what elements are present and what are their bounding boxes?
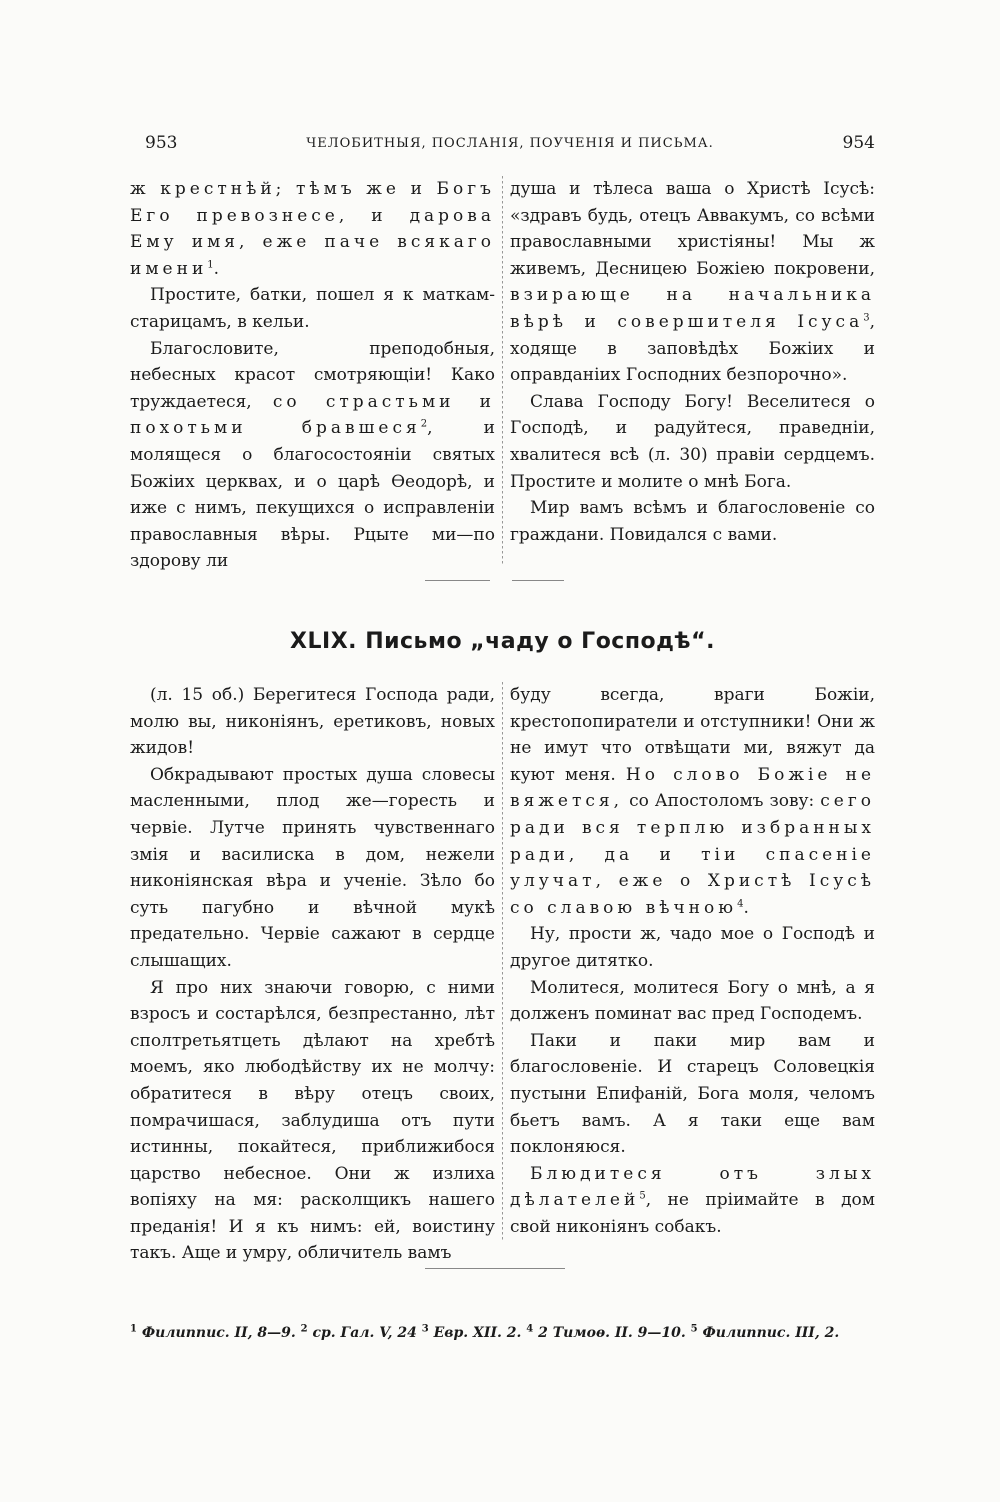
paragraph: [510, 1161, 875, 1241]
section-title: XLIX. Письмо „чаду о Господѣ“.: [290, 629, 715, 654]
spaced-text: со страстьми и похотьми бравшеся: [130, 391, 495, 439]
footnote-ref: 4: [737, 898, 744, 910]
footnote-text: Евр. XII. 2.: [433, 1325, 522, 1341]
text: , и молящеся о благосостояніи святых Божіих церквах, и о царѣ Ѳеодорѣ, и иже с нимъ, пекущихся о исправленіи православныя вѣры. Рцыте ми—по здорову ли: [130, 418, 495, 572]
footnote-text: Филиппис. III, 2.: [702, 1325, 840, 1341]
footnote-number: 5: [690, 1323, 698, 1335]
spaced-text: ж крестнѣй; тѣмъ же и Богъ Его превознесе, и дарова Ему имя, еже паче всякаго имени: [130, 179, 495, 279]
text: , ходяще в заповѣдѣх Божіих и оправданіих Господних безпорочно».: [510, 311, 875, 386]
paragraph: Мир вамъ всѣмъ и благословеніе со граждани. Повидался с вами.: [510, 498, 875, 545]
footnote-number: 3: [421, 1323, 429, 1335]
top-columns: [130, 176, 875, 572]
footnote-number: 4: [526, 1323, 534, 1335]
paragraph: [510, 176, 875, 389]
top-right-column: [510, 176, 875, 564]
footnote-text: Филиппис. II, 8—9.: [141, 1325, 296, 1341]
spaced-text: взирающе на начальника вѣрѣ и совершителя Ісуса: [510, 285, 875, 332]
page-header: [145, 133, 875, 163]
paragraph: Молитеся, молитеся Богу о мнѣ, а я долженъ поминат вас пред Господемъ.: [510, 977, 875, 1025]
paragraph: Ну, прости ж, чадо мое о Господѣ и другое дитятко.: [510, 924, 875, 971]
paragraph: Обкрадывают простых душа словесы масленными, плод же—горесть и червіе. Лутче принять чувственнаго змія и василиска в дом, нежели никоніянская вѣра и ученіе. Зѣло бо суть пагубно и вѣчной мукѣ предательно. Червіе сажают в сердце слышащих.: [130, 764, 495, 971]
separator-rule: [425, 580, 490, 581]
bottom-left-column: [130, 682, 495, 1264]
paragraph: Слава Господу Богу! Веселитеся о Господѣ, и радуйтеся, праведніи, хвалитеся всѣ (л. 30) правіи сердцемъ. Простите и молите о мнѣ Бога.: [510, 391, 875, 492]
paragraph: Паки и паки мир вам и благословеніе. И старецъ Соловецкія пустыни Епифаній, Бога моля, челомъ бьетъ вамъ. А я таки еще вам поклоняюся.: [510, 1030, 875, 1158]
paragraph: [130, 336, 495, 575]
paragraph: [510, 682, 875, 921]
text: со Апостоломъ зову:: [629, 791, 815, 812]
bottom-columns: [130, 682, 876, 1264]
separator-rule: [512, 580, 564, 581]
page-number-left: 953: [145, 133, 178, 153]
text: .: [743, 897, 749, 918]
footnote-number: 2: [300, 1323, 308, 1335]
text: душа и тѣлеса ваша о Христѣ Ісусѣ: «здравъ будь, отецъ Аввакумъ, со всѣми православными христіяны! Мы ж живемъ, Десницею Божіею покровени,: [510, 179, 875, 279]
running-title: ЧЕЛОБИТНЫЯ, ПОСЛАНІЯ, ПОУЧЕНІЯ И ПИСЬМА.: [306, 136, 714, 151]
text: , не пріимайте в дом свой никоніянъ собакъ.: [510, 1190, 875, 1237]
paragraph: [130, 176, 495, 282]
spaced-text: Блюдитеся отъ злых дѣлателей: [510, 1163, 875, 1211]
column-divider: [502, 176, 503, 564]
column-divider: [502, 682, 503, 1242]
footnote-number: 1: [130, 1323, 137, 1335]
separator-rule: [425, 1268, 565, 1269]
spaced-text: Но слово Божіе не вяжется,: [510, 764, 876, 812]
text: Благословите, преподобныя, небесных красот смотряющіи! Како труждаетеся,: [130, 338, 495, 412]
paragraph: Простите, батки, пошел я к маткам-старицамъ, в кельи.: [130, 285, 495, 332]
paragraph: Я про них знаючи говорю, с ними взросъ и состарѣлся, безпрестанно, лѣт сполтретьятцеть дѣлают на хребтѣ моемъ, яко любодѣйству их не молчу: обратитеся в вѣру отецъ своих, помрачишася, заблудиша отъ пути истинны, покайтеся, приближибося царство небесное. Они ж излиха вопіяху на мя: расколщикъ нашего преданія! И я къ нимъ: ей, воистину такъ. Аще и умру, обличитель вамъ: [130, 977, 495, 1264]
footnotes: [130, 1320, 875, 1346]
spaced-text: сего ради вся терплю избранных ради, да и тіи спасеніе улучат, еже о Христѣ Ісусѣ со славою вѣчною: [510, 791, 876, 918]
footnote-text: 2 Тимоѳ. II. 9—10.: [538, 1325, 686, 1341]
page-number-right: 954: [842, 133, 875, 153]
footnote-ref: 2: [420, 418, 428, 430]
footnote-ref: 3: [863, 312, 870, 324]
text: .: [213, 258, 220, 279]
footnote-ref: 1: [207, 259, 214, 271]
paragraph: (л. 15 об.) Берегитеся Господа ради, молю вы, никоніянъ, еретиковъ, новых жидов!: [130, 685, 495, 759]
footnote-text: ср. Гал. V, 24: [312, 1325, 417, 1341]
top-left-column: [130, 176, 495, 572]
bottom-right-column: [510, 682, 875, 1242]
text: буду всегда, враги Божіи, крестопопиратели и отступники! Они ж не имут что отвѣщати ми, вяжут да куют меня.: [510, 685, 875, 785]
footnote-ref: 5: [639, 1190, 646, 1202]
